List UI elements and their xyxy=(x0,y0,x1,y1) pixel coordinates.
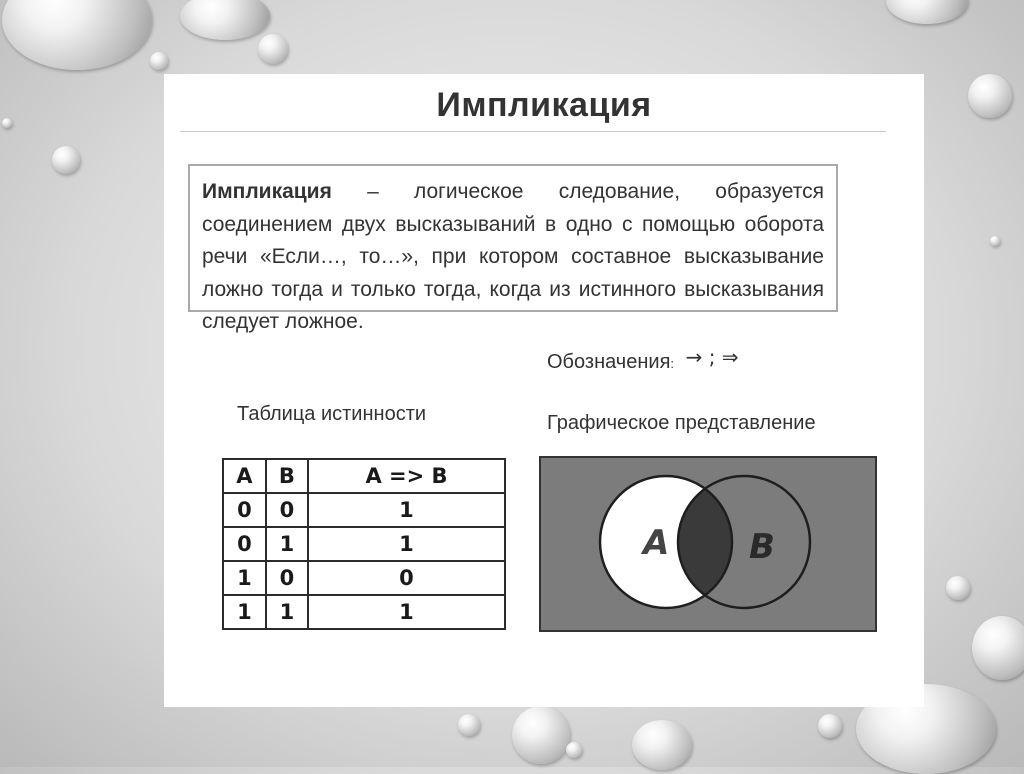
water-drop-decoration xyxy=(512,706,570,764)
water-drop-decoration xyxy=(2,118,12,128)
water-drop-decoration xyxy=(258,34,288,64)
water-drop-decoration xyxy=(632,720,692,770)
water-drop-decoration xyxy=(2,0,152,70)
table-row xyxy=(223,595,505,629)
table-row xyxy=(223,527,505,561)
cell-result: 1 xyxy=(308,493,505,527)
notation-label-text: Обозначения xyxy=(547,351,671,373)
slide-content xyxy=(164,74,924,707)
cell-b: 1 xyxy=(266,595,308,629)
venn-label-b: B xyxy=(749,527,775,567)
water-drop-decoration xyxy=(180,0,270,40)
notation-colon: : xyxy=(670,356,675,371)
water-drop-decoration xyxy=(52,146,80,174)
water-drop-decoration xyxy=(818,714,842,738)
water-drop-decoration xyxy=(946,576,970,600)
notation-label xyxy=(547,345,739,374)
truth-table xyxy=(222,458,506,630)
notation-symbols: → ; ⇒ xyxy=(685,345,739,369)
cell-b: 0 xyxy=(266,561,308,595)
water-drop-decoration xyxy=(566,742,582,758)
table-row xyxy=(223,493,505,527)
graphic-label: Графическое представление xyxy=(547,412,816,434)
cell-a: 1 xyxy=(223,595,266,629)
water-drop-decoration xyxy=(990,236,1000,246)
water-drop-decoration xyxy=(150,52,168,70)
water-drop-decoration xyxy=(968,74,1012,118)
definition-box xyxy=(188,164,838,333)
cell-result: 1 xyxy=(308,595,505,629)
definition-term: Импликация xyxy=(202,180,332,203)
cell-result: 0 xyxy=(308,561,505,595)
slide-title: Импликация xyxy=(436,86,652,124)
header-a: A xyxy=(223,459,266,493)
water-drop-decoration xyxy=(458,714,480,736)
cell-b: 0 xyxy=(266,493,308,527)
water-drop-decoration xyxy=(886,0,968,24)
cell-b: 1 xyxy=(266,527,308,561)
cell-result: 1 xyxy=(308,527,505,561)
header-a-implies-b: A => B xyxy=(308,459,505,493)
venn-diagram xyxy=(539,456,877,632)
cell-a: 0 xyxy=(223,527,266,561)
truth-table-header-row xyxy=(223,459,505,493)
venn-label-a: A xyxy=(643,523,670,563)
table-row xyxy=(223,561,505,595)
cell-a: 1 xyxy=(223,561,266,595)
title-divider xyxy=(180,131,886,132)
definition-text: – логическое следование, образуется соединением двух высказываний в одно с помощью оборота речи «Если…, то…», при котором составное высказывание ложно тогда и только тогда, когда из истинного высказывания следует ложное. xyxy=(202,180,824,333)
water-drop-decoration xyxy=(972,616,1024,680)
truth-table-label: Таблица истинности xyxy=(237,403,427,425)
header-b: B xyxy=(266,459,308,493)
cell-a: 0 xyxy=(223,493,266,527)
